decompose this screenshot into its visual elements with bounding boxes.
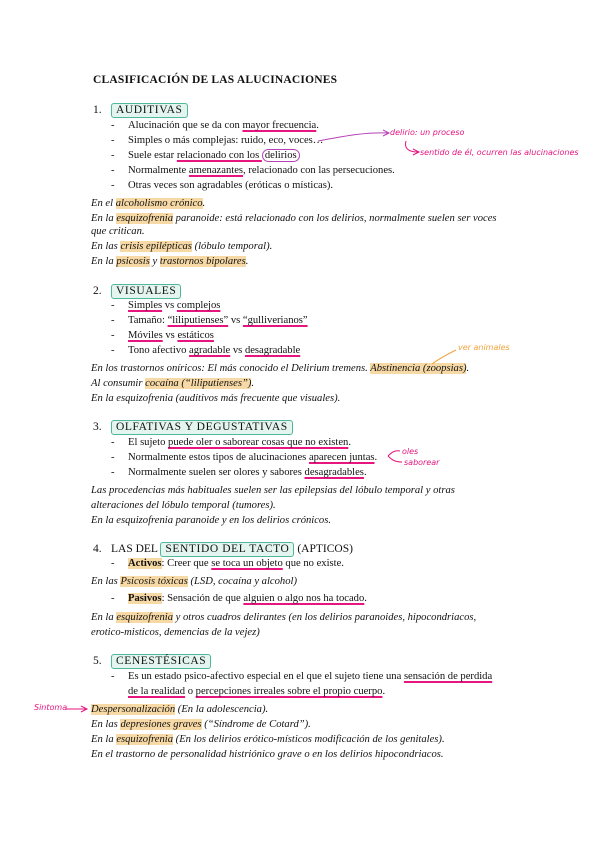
- section-number: 1.: [93, 104, 102, 116]
- margin-note: delirio: un proceso: [390, 128, 465, 137]
- section-title: AUDITIVAS: [111, 103, 188, 118]
- italic-note: En las crisis epilépticas (lóbulo temporal).: [91, 241, 273, 252]
- italic-note: En la psicosis y trastornos bipolares.: [91, 256, 249, 267]
- section-number: 2.: [93, 285, 102, 297]
- italic-note: En la esquizofrenia paranoide: está relacionado con los delirios, normalmente suelen ser voces: [91, 213, 497, 224]
- italic-note: Las procedencias más habituales suelen ser las epilepsias del lóbulo temporal y otras: [91, 485, 455, 496]
- section-heading-olfativas: [93, 421, 293, 433]
- section-number: 3.: [93, 421, 102, 433]
- list-item: - Alucinación que se da con mayor frecuencia.: [111, 120, 319, 131]
- margin-note: Sintoma: [34, 703, 68, 712]
- italic-note: En la esquizofrenia paranoide y en los delirios crónicos.: [91, 515, 332, 526]
- list-item: - Tamaño: “liliputienses” vs “gulliverianos”: [111, 315, 308, 326]
- italic-note: Al consumir cocaína (“liliputienses”).: [91, 378, 255, 389]
- list-item-continuation: de la realidad o percepciones irreales sobre el propio cuerpo.: [128, 686, 386, 697]
- section-title: VISUALES: [111, 284, 181, 299]
- italic-note: En la esquizofrenia (auditivos más frecuente que visuales).: [91, 393, 341, 404]
- margin-note: sentido de él, ocurren las alucinaciones: [420, 148, 579, 157]
- italic-note: En la esquizofrenia y otros cuadros delirantes (en los delirios paranoides, hipocondriacos,: [91, 612, 477, 623]
- italic-note: En la esquizofrenia (En los delirios erótico-místicos modificación de los genitales).: [91, 734, 445, 745]
- italic-note: En las depresiones graves (“Síndrome de Cotard”).: [91, 719, 311, 730]
- section-number: 5.: [93, 655, 102, 667]
- margin-note: saborear: [404, 458, 440, 467]
- section-heading-auditivas: [93, 104, 188, 116]
- margin-note: oles: [402, 447, 419, 456]
- list-item: - El sujeto puede oler o saborear cosas que no existen.: [111, 437, 352, 448]
- list-item: - Móviles vs estáticos: [111, 330, 214, 341]
- list-item: - Activos: Creer que se toca un objeto que no existe.: [111, 558, 344, 569]
- page-title: CLASIFICACIÓN DE LAS ALUCINACIONES: [93, 74, 338, 86]
- list-item: - Suele estar relacionado con los delirios: [111, 150, 300, 161]
- italic-note: erotico-misticos, demencias de la vejez): [91, 627, 260, 638]
- list-item: - Otras veces son agradables (eróticas o místicas).: [111, 180, 334, 191]
- section-title: OLFATIVAS Y DEGUSTATIVAS: [111, 420, 293, 435]
- list-item: - Pasivos: Sensación de que alguien o algo nos ha tocado.: [111, 593, 367, 604]
- italic-note: En el trastorno de personalidad histriónico grave o en los delirios hipocondriacos.: [91, 749, 444, 760]
- italic-note: En las Psicosis tóxicas (LSD, cocaína y alcohol): [91, 576, 297, 587]
- list-item: - Normalmente suelen ser olores y sabores desagradables.: [111, 467, 367, 478]
- section-heading-cenestesicas: [93, 655, 211, 667]
- list-item: - Simples vs complejos: [111, 300, 221, 311]
- italic-note: En los trastornos oníricos: El más conocido el Delirium tremens. Abstinencia (zoopsias).: [91, 363, 470, 374]
- section-heading-visuales: [93, 285, 181, 297]
- list-item: - Normalmente amenazantes, relacionado con las persecuciones.: [111, 165, 395, 176]
- list-item: - Tono afectivo agradable vs desagradable: [111, 345, 301, 356]
- section-number: 4.: [93, 543, 102, 555]
- italic-note: que critican.: [91, 226, 145, 237]
- italic-note: En el alcoholismo crónico.: [91, 198, 206, 209]
- italic-note: alteraciones del lóbulo temporal (tumores).: [91, 500, 276, 511]
- section-heading-tacto: 4. LAS DEL SENTIDO DEL TACTO (APTICOS): [93, 543, 353, 555]
- italic-note: Despersonalización (En la adolescencia).: [91, 704, 269, 715]
- list-item: - Normalmente estos tipos de alucinaciones aparecen juntas.: [111, 452, 378, 463]
- margin-note: ver animales: [458, 343, 510, 352]
- list-item: - Es un estado psico-afectivo especial en el que el sujeto tiene una sensación de perdida: [111, 671, 493, 682]
- list-item: - Simples o más complejas: ruido, eco, voces…: [111, 135, 324, 146]
- section-title: SENTIDO DEL TACTO: [160, 542, 294, 557]
- section-title: CENESTÉSICAS: [111, 654, 211, 669]
